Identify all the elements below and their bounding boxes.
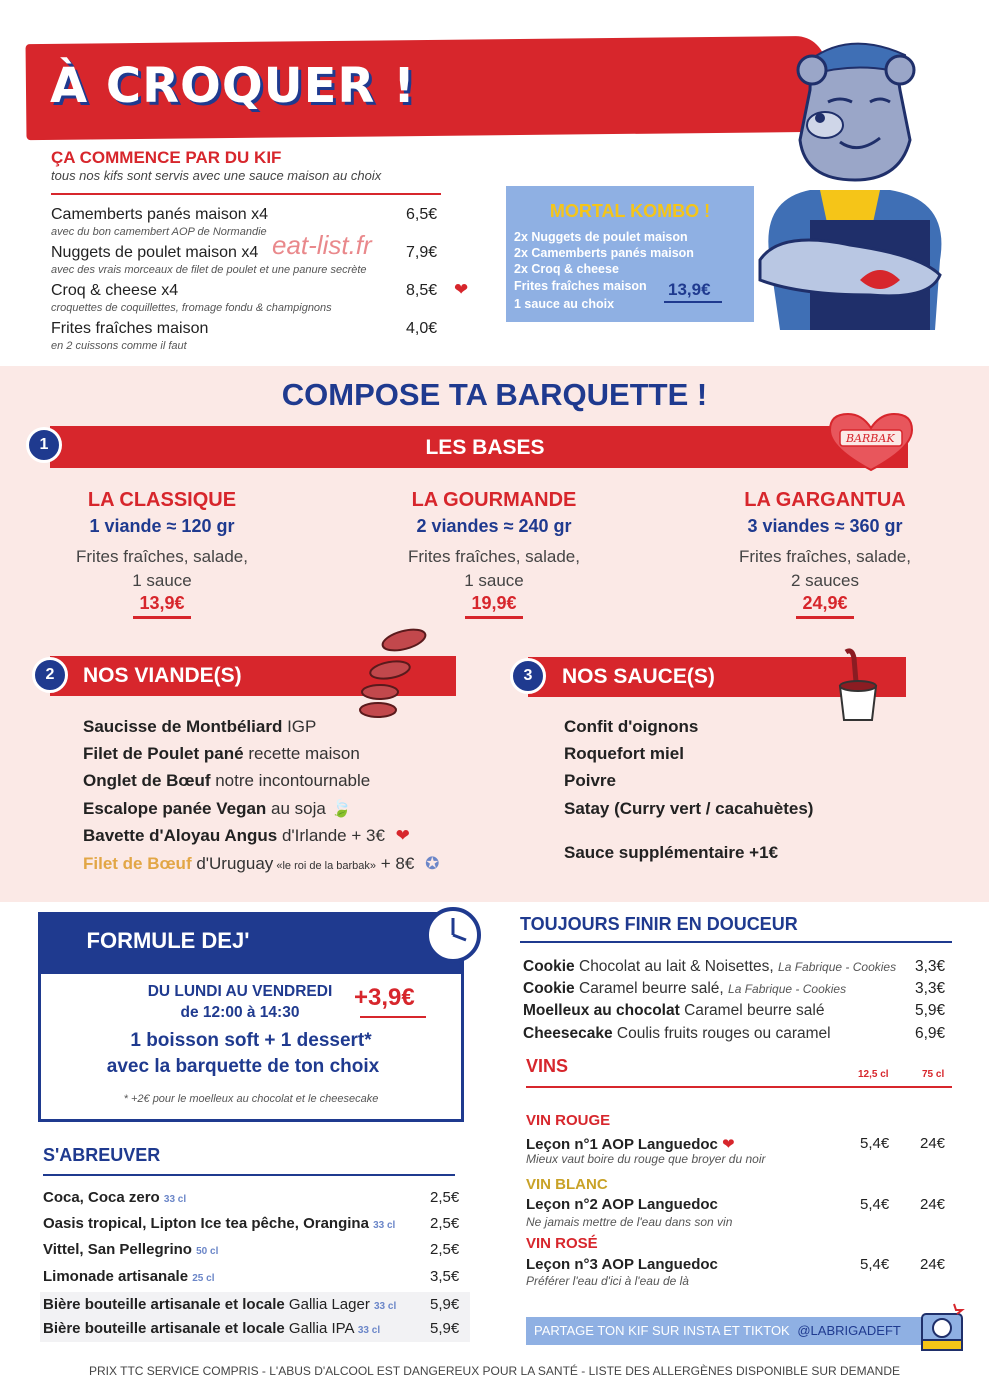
sauce-item: Satay (Curry vert / cacahuètes)	[564, 799, 814, 818]
kif-item-name: Camemberts panés maison x4	[51, 206, 268, 223]
viande-detail: recette maison	[243, 744, 360, 763]
heart-icon: ❤	[722, 1136, 735, 1153]
viande-detail: au soja	[266, 799, 326, 818]
drink-name: Coca, Coca zero	[43, 1189, 160, 1206]
wines-divider	[526, 1086, 952, 1088]
formule-hours: de 12:00 à 14:30	[180, 1004, 300, 1021]
base-desc-line: 1 sauce	[464, 571, 524, 590]
dessert-brand: La Fabrique - Cookies	[728, 982, 847, 996]
kif-item-price: 7,9€	[406, 244, 438, 261]
base-qty: 1 viande ≈ 120 gr	[89, 516, 235, 536]
wine-category: VIN ROSÉ	[526, 1235, 598, 1252]
viande-detail: d'Uruguay	[191, 854, 274, 873]
step-number: 1	[26, 427, 62, 463]
wines-title: VINS	[526, 1056, 569, 1076]
desserts-title: TOUJOURS FINIR EN DOUCEUR	[520, 914, 798, 934]
formule-price: +3,9€	[354, 984, 415, 1011]
kif-item-desc: en 2 cuissons comme il faut	[51, 340, 187, 352]
drink-item	[43, 1241, 218, 1258]
compose-title: COMPOSE TA BARQUETTE !	[281, 377, 708, 412]
kif-item-desc: avec du bon camembert AOP de Normandie	[51, 226, 267, 238]
dessert-item	[523, 980, 846, 998]
dessert-brand: La Fabrique - Cookies	[778, 960, 897, 974]
viande-name: Onglet de Bœuf	[83, 771, 211, 790]
drink-name: Bière bouteille artisanale et locale	[43, 1320, 285, 1337]
drink-volume: 33 cl	[357, 1325, 381, 1336]
sauce-pot-icon	[834, 646, 882, 726]
wine-price-glass: 5,4€	[860, 1256, 890, 1273]
kif-title: ÇA COMMENCE PAR DU KIF	[51, 148, 282, 167]
viande-item	[83, 799, 352, 819]
drink-name: Bière bouteille artisanale et locale	[43, 1296, 285, 1313]
drink-volume: 33 cl	[374, 1301, 397, 1312]
drink-item	[43, 1296, 396, 1313]
social-text	[534, 1323, 901, 1338]
wine-name: Leçon n°3 AOP Languedoc	[526, 1256, 718, 1273]
base-classique	[32, 489, 292, 619]
kif-item-desc: croquettes de coquillettes, fromage fondu & champignons	[51, 302, 332, 314]
dessert-price: 3,3€	[915, 958, 946, 975]
wine-price-bottle: 24€	[920, 1256, 946, 1273]
wine-price-glass: 5,4€	[860, 1135, 890, 1152]
base-qty: 3 viandes ≈ 360 gr	[747, 516, 903, 536]
combo-price: 13,9€	[668, 280, 711, 299]
footer-text: PRIX TTC SERVICE COMPRIS - L'ABUS D'ALCOOL EST DANGEREUX POUR LA SANTÉ - LISTE DES ALLERGÈNES DISPONIBLE SUR DEMANDE	[88, 1364, 900, 1378]
combo-price-underline	[664, 301, 722, 303]
viande-item	[83, 744, 360, 764]
base-desc-line: Frites fraîches, salade,	[739, 547, 911, 566]
kif-item-name: Croq & cheese x4	[51, 282, 179, 299]
wine-desc: Préférer l'eau d'ici à l'eau de là	[526, 1274, 689, 1288]
wine-desc: Ne jamais mettre de l'eau dans son vin	[526, 1215, 733, 1229]
base-desc	[32, 545, 292, 593]
social-label: PARTAGE TON KIF SUR INSTA ET TIKTOK	[534, 1323, 790, 1338]
sauce-item: Poivre	[564, 771, 616, 790]
dessert-name: Cheesecake	[523, 1025, 613, 1042]
leaf-icon: 🍃	[330, 799, 352, 818]
base-desc	[695, 545, 955, 593]
step-number: 3	[510, 658, 546, 694]
drink-name: Vittel, San Pellegrino	[43, 1241, 192, 1258]
formule-price-underline	[360, 1016, 426, 1018]
formule-days: DU LUNDI AU VENDREDI	[147, 983, 333, 1000]
meat-icon	[352, 626, 432, 722]
viande-name: Bavette d'Aloyau Angus	[83, 826, 278, 845]
watermark: eat-list.fr	[272, 230, 372, 260]
formule-line2: avec la barquette de ton choix	[106, 1056, 380, 1077]
base-desc-line: 1 sauce	[132, 571, 192, 590]
viande-extra: + 8€	[376, 854, 415, 873]
drink-variant: Gallia IPA	[284, 1320, 354, 1337]
dessert-price: 6,9€	[915, 1025, 946, 1042]
drink-price: 3,5€	[430, 1268, 460, 1285]
combo-line: 2x Nuggets de poulet maison	[514, 230, 688, 244]
wine-category: VIN BLANC	[526, 1176, 608, 1193]
drink-name: Limonade artisanale	[43, 1268, 189, 1285]
combo-line: 1 sauce au choix	[514, 297, 615, 311]
drink-price: 2,5€	[430, 1241, 460, 1258]
clock-icon	[424, 906, 482, 964]
heart-icon: ❤	[454, 280, 469, 299]
page-title: À CROQUER !	[50, 58, 416, 114]
viandes-label: NOS VIANDE(S)	[83, 664, 242, 687]
wine-name-text: Leçon n°1 AOP Languedoc	[526, 1136, 718, 1153]
combo-line: 2x Croq & cheese	[514, 262, 619, 276]
base-name: LA CLASSIQUE	[87, 489, 237, 511]
social-handle[interactable]: @LABRIGADEFT	[797, 1323, 901, 1338]
camera-icon	[918, 1300, 968, 1354]
wine-col-bottle: 75 cl	[922, 1069, 945, 1080]
viande-detail: d'Irlande + 3€	[277, 826, 385, 845]
wine-price-bottle: 24€	[920, 1196, 946, 1213]
wine-col-small: 12,5 cl	[858, 1069, 889, 1080]
viande-item	[83, 826, 410, 846]
viande-name: Filet de Poulet pané	[83, 744, 244, 763]
base-name: LA GARGANTUA	[744, 489, 906, 511]
wine-price-bottle: 24€	[920, 1135, 946, 1152]
step-number: 2	[32, 657, 68, 693]
combo-title: MORTAL KOMBO !	[549, 201, 711, 221]
dessert-detail: Caramel beurre salé	[679, 1002, 825, 1019]
wine-name: Leçon n°2 AOP Languedoc	[526, 1196, 718, 1213]
viande-nickname: «le roi de la barbak»	[273, 860, 377, 872]
kif-item-desc: avec des vrais morceaux de filet de poulet et une panure secrète	[51, 264, 367, 276]
dessert-item	[523, 958, 896, 976]
sauce-item: Roquefort miel	[564, 744, 684, 763]
drink-volume: 33 cl	[373, 1220, 396, 1231]
drinks-title: S'ABREUVER	[43, 1145, 161, 1165]
kif-item-name: Frites fraîches maison	[51, 320, 209, 337]
base-desc-line: 2 sauces	[790, 571, 860, 590]
viande-item	[83, 771, 370, 791]
drinks-divider	[43, 1174, 455, 1176]
drink-item	[43, 1268, 214, 1285]
base-name: LA GOURMANDE	[411, 489, 577, 511]
combo-line: 2x Camemberts panés maison	[514, 246, 694, 260]
drink-price: 5,9€	[430, 1320, 460, 1337]
viande-name: Filet de Bœuf	[83, 854, 192, 873]
base-price: 13,9€	[139, 593, 185, 613]
drink-price: 2,5€	[430, 1189, 460, 1206]
viande-item	[83, 717, 316, 737]
kif-subtitle: tous nos kifs sont servis avec une sauce maison au choix	[51, 168, 382, 183]
star-badge-icon: ✪	[425, 854, 440, 873]
viande-name: Escalope panée Vegan	[83, 799, 267, 818]
sauce-item: Confit d'oignons	[564, 717, 699, 736]
base-desc-line: Frites fraîches, salade,	[408, 547, 580, 566]
dessert-detail: Chocolat au lait & Noisettes,	[574, 958, 779, 975]
dessert-name: Cookie	[523, 958, 575, 975]
base-gargantua	[695, 489, 955, 619]
drink-price: 5,9€	[430, 1296, 460, 1313]
viande-detail: notre incontournable	[210, 771, 371, 790]
base-desc-line: Frites fraîches, salade,	[76, 547, 248, 566]
drink-variant: Gallia Lager	[284, 1296, 370, 1313]
sauce-extra: Sauce supplémentaire +1€	[564, 843, 779, 862]
wine-price-glass: 5,4€	[860, 1196, 890, 1213]
kif-item-price: 4,0€	[406, 320, 438, 337]
drink-price: 2,5€	[430, 1215, 460, 1232]
viande-detail: IGP	[282, 717, 317, 736]
viande-name: Saucisse de Montbéliard	[83, 717, 283, 736]
kif-item-price: 8,5€	[406, 282, 438, 299]
formule-note: * +2€ pour le moelleux au chocolat et le cheesecake	[123, 1093, 379, 1105]
formule-line1: 1 boisson soft + 1 dessert*	[130, 1030, 372, 1051]
drink-item	[43, 1320, 380, 1337]
base-price-underline	[796, 616, 854, 619]
kif-item-price: 6,5€	[406, 206, 438, 223]
base-price: 19,9€	[471, 593, 517, 613]
wine-name	[526, 1135, 735, 1153]
kif-item-name: Nuggets de poulet maison x4	[51, 244, 259, 261]
sauces-label: NOS SAUCE(S)	[562, 665, 715, 688]
dessert-detail: Coulis fruits rouges ou caramel	[612, 1025, 831, 1042]
bear-mascot-icon	[740, 30, 960, 330]
dessert-name: Cookie	[523, 980, 575, 997]
dessert-price: 5,9€	[915, 1002, 946, 1019]
dessert-detail: Caramel beurre salé,	[574, 980, 729, 997]
dessert-item	[523, 1002, 825, 1020]
wine-desc: Mieux vaut boire du rouge que broyer du noir	[526, 1152, 766, 1166]
kif-divider	[51, 193, 441, 195]
drink-item	[43, 1215, 395, 1232]
desserts-divider	[520, 941, 952, 943]
base-desc	[364, 545, 624, 593]
dessert-price: 3,3€	[915, 980, 946, 997]
base-price-underline	[133, 616, 191, 619]
wine-category: VIN ROUGE	[526, 1112, 611, 1129]
drink-volume: 33 cl	[163, 1194, 187, 1205]
drink-name: Oasis tropical, Lipton Ice tea pêche, Orangina	[43, 1215, 369, 1232]
base-gourmande	[364, 489, 624, 619]
combo-line: Frites fraîches maison	[514, 279, 647, 293]
formule-title: FORMULE DEJ'	[86, 928, 250, 953]
base-price-underline	[465, 616, 523, 619]
base-qty: 2 viandes ≈ 240 gr	[416, 516, 572, 536]
dessert-name: Moelleux au chocolat	[523, 1002, 680, 1019]
drink-volume: 50 cl	[196, 1246, 219, 1257]
heart-icon: ❤	[395, 826, 410, 845]
viande-item	[83, 854, 439, 874]
bases-label: LES BASES	[425, 436, 545, 459]
barbak-heart-label: BARBAK	[846, 432, 895, 445]
base-price: 24,9€	[802, 593, 848, 613]
drink-item	[43, 1189, 186, 1206]
dessert-item	[523, 1025, 831, 1043]
drink-volume: 25 cl	[192, 1273, 215, 1284]
